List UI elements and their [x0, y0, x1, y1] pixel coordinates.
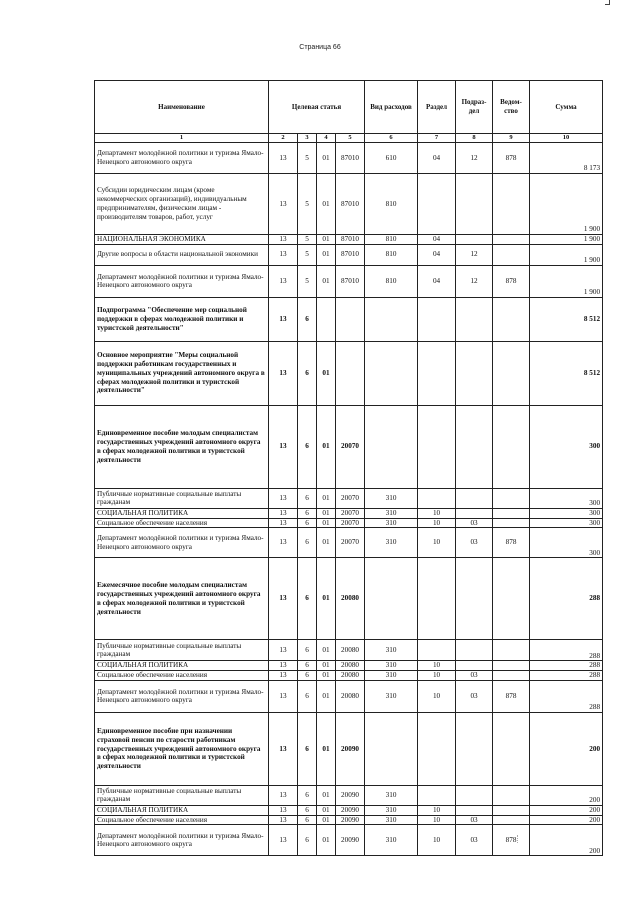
- department-code: 878: [493, 825, 530, 856]
- row-name: Единовременное пособие молодым специалистам государственных учреждений автономного округа в сферах молодежной политики и туристской деятельности: [95, 405, 269, 488]
- target-code-program: 13: [269, 508, 298, 518]
- department-code: [493, 341, 530, 405]
- target-code-direction: 87010: [336, 174, 365, 235]
- subsection: [456, 785, 493, 805]
- table-row: [95, 785, 603, 805]
- target-code-event: 01: [317, 815, 336, 825]
- target-code-subprogram: 5: [298, 174, 317, 235]
- department-code: 878: [493, 265, 530, 297]
- target-code-direction: 20080: [336, 640, 365, 661]
- amount: 8 512: [530, 341, 603, 405]
- target-code-event: 01: [317, 680, 336, 712]
- amount: 300: [530, 508, 603, 518]
- section: 10: [418, 825, 456, 856]
- col-number: 6: [365, 134, 418, 143]
- section: 04: [418, 143, 456, 174]
- subsection: [456, 488, 493, 508]
- target-code-program: 13: [269, 405, 298, 488]
- amount: 200: [530, 815, 603, 825]
- subsection: [456, 640, 493, 661]
- target-code-event: 01: [317, 405, 336, 488]
- target-code-direction: 20080: [336, 558, 365, 640]
- section: [418, 712, 456, 785]
- header-vid: Вид расходов: [365, 81, 418, 134]
- target-code-program: 13: [269, 235, 298, 245]
- expense-type: [365, 341, 418, 405]
- target-code-program: 13: [269, 825, 298, 856]
- target-code-subprogram: 6: [298, 785, 317, 805]
- target-code-event: 01: [317, 518, 336, 528]
- target-code-program: 13: [269, 805, 298, 815]
- target-code-event: 01: [317, 528, 336, 558]
- section: 04: [418, 265, 456, 297]
- table-row: [95, 297, 603, 341]
- table-row: [95, 244, 603, 265]
- section: 10: [418, 680, 456, 712]
- col-number: 9: [493, 134, 530, 143]
- col-number: 7: [418, 134, 456, 143]
- table-row: [95, 235, 603, 245]
- expense-type: [365, 712, 418, 785]
- expense-type: 310: [365, 518, 418, 528]
- target-code-program: 13: [269, 815, 298, 825]
- section: [418, 640, 456, 661]
- target-code-subprogram: 6: [298, 341, 317, 405]
- section: [418, 297, 456, 341]
- target-code-subprogram: 6: [298, 805, 317, 815]
- target-code-event: 01: [317, 671, 336, 681]
- expense-type: 310: [365, 805, 418, 815]
- target-code-subprogram: 6: [298, 508, 317, 518]
- subsection: 12: [456, 265, 493, 297]
- subsection: [456, 174, 493, 235]
- row-name: СОЦИАЛЬНАЯ ПОЛИТИКА: [95, 508, 269, 518]
- expense-type: 310: [365, 488, 418, 508]
- amount: 300: [530, 405, 603, 488]
- department-code: [493, 518, 530, 528]
- target-code-direction: 87010: [336, 235, 365, 245]
- table-row: [95, 488, 603, 508]
- subsection: [456, 712, 493, 785]
- target-code-event: [317, 297, 336, 341]
- amount: 288: [530, 558, 603, 640]
- target-code-event: 01: [317, 341, 336, 405]
- department-code: 878: [493, 680, 530, 712]
- department-code: [493, 815, 530, 825]
- table-row: [95, 558, 603, 640]
- amount: 8 173: [530, 143, 603, 174]
- col-number: 10: [530, 134, 603, 143]
- row-name: Другие вопросы в области национальной экономики: [95, 244, 269, 265]
- department-code: [493, 640, 530, 661]
- section: 10: [418, 815, 456, 825]
- target-code-event: 01: [317, 488, 336, 508]
- amount: 200: [530, 712, 603, 785]
- section: 10: [418, 508, 456, 518]
- target-code-program: 13: [269, 671, 298, 681]
- expense-type: 310: [365, 528, 418, 558]
- table-row: [95, 143, 603, 174]
- table-row: [95, 712, 603, 785]
- target-code-subprogram: 6: [298, 671, 317, 681]
- target-code-subprogram: 5: [298, 265, 317, 297]
- col-number: 5: [336, 134, 365, 143]
- section: 10: [418, 661, 456, 671]
- subsection: [456, 508, 493, 518]
- subsection: [456, 405, 493, 488]
- row-name: Единовременное пособие при назначении страховой пенсии по старости работникам государственных учреждений автономного округа в сферах молодежной политики и туристской деятельности: [95, 712, 269, 785]
- department-code: [493, 235, 530, 245]
- target-code-direction: 20090: [336, 712, 365, 785]
- section: [418, 558, 456, 640]
- department-code: [493, 508, 530, 518]
- row-name: Департамент молодёжной политики и туризма Ямало-Ненецкого автономного округа: [95, 143, 269, 174]
- expense-type: 810: [365, 235, 418, 245]
- expense-type: [365, 405, 418, 488]
- target-code-subprogram: 6: [298, 518, 317, 528]
- target-code-direction: 20080: [336, 680, 365, 712]
- row-name: Основное мероприятие "Меры социальной поддержки работникам государственных и муниципальных учреждений автономного округа в сферах молодежной политики и туристской деятельности": [95, 341, 269, 405]
- department-code: 878: [493, 528, 530, 558]
- target-code-direction: 20090: [336, 805, 365, 815]
- target-code-program: 13: [269, 712, 298, 785]
- table-row: [95, 265, 603, 297]
- target-code-event: 01: [317, 174, 336, 235]
- target-code-program: 13: [269, 143, 298, 174]
- col-number: 2: [269, 134, 298, 143]
- section: [418, 341, 456, 405]
- row-name: НАЦИОНАЛЬНАЯ ЭКОНОМИКА: [95, 235, 269, 245]
- header-summa: Сумма: [530, 81, 603, 134]
- target-code-subprogram: 6: [298, 405, 317, 488]
- section: 10: [418, 518, 456, 528]
- department-code: [493, 174, 530, 235]
- row-name: Департамент молодёжной политики и туризма Ямало-Ненецкого автономного округа: [95, 680, 269, 712]
- table-row: [95, 815, 603, 825]
- col-number: 4: [317, 134, 336, 143]
- target-code-direction: 20070: [336, 528, 365, 558]
- target-code-program: 13: [269, 518, 298, 528]
- table-row: [95, 518, 603, 528]
- target-code-subprogram: 6: [298, 815, 317, 825]
- target-code-event: 01: [317, 508, 336, 518]
- section: 04: [418, 235, 456, 245]
- table-row: [95, 805, 603, 815]
- target-code-event: 01: [317, 640, 336, 661]
- row-name: Департамент молодёжной политики и туризма Ямало-Ненецкого автономного округа: [95, 265, 269, 297]
- header-razdel: Раздел: [418, 81, 456, 134]
- department-code: [493, 785, 530, 805]
- subsection: [456, 341, 493, 405]
- table-row: [95, 640, 603, 661]
- target-code-subprogram: 6: [298, 558, 317, 640]
- table-row: [95, 661, 603, 671]
- table-row: [95, 405, 603, 488]
- target-code-direction: 20070: [336, 488, 365, 508]
- department-code: [493, 488, 530, 508]
- expense-type: 810: [365, 244, 418, 265]
- target-code-direction: 87010: [336, 265, 365, 297]
- target-code-program: 13: [269, 341, 298, 405]
- table-row: [95, 671, 603, 681]
- subsection: [456, 805, 493, 815]
- target-code-subprogram: 5: [298, 143, 317, 174]
- row-name: Субсидии юридическим лицам (кроме некоммерческих организаций), индивидуальным предпринимателям, физическим лицам - производителям товаров, работ, услуг: [95, 174, 269, 235]
- target-code-direction: 20070: [336, 508, 365, 518]
- target-code-subprogram: 5: [298, 235, 317, 245]
- subsection: [456, 297, 493, 341]
- target-code-direction: 20090: [336, 825, 365, 856]
- department-code: 878: [493, 143, 530, 174]
- department-code: [493, 244, 530, 265]
- header-target: Целевая статья: [269, 81, 365, 134]
- target-code-subprogram: 6: [298, 825, 317, 856]
- target-code-program: 13: [269, 528, 298, 558]
- table-row: [95, 825, 603, 856]
- amount: 288: [530, 640, 603, 661]
- target-code-direction: [336, 297, 365, 341]
- target-code-direction: 20090: [336, 785, 365, 805]
- amount: 1 900: [530, 265, 603, 297]
- row-name: Публичные нормативные социальные выплаты гражданам: [95, 640, 269, 661]
- target-code-program: 13: [269, 558, 298, 640]
- expense-type: 310: [365, 785, 418, 805]
- amount: 300: [530, 488, 603, 508]
- subsection: [456, 235, 493, 245]
- expense-type: 310: [365, 815, 418, 825]
- target-code-subprogram: 6: [298, 528, 317, 558]
- section: [418, 785, 456, 805]
- row-name: Ежемесячное пособие молодым специалистам государственных учреждений автономного округа в сферах молодежной политики и туристской деятельности: [95, 558, 269, 640]
- section: [418, 488, 456, 508]
- amount: 200: [530, 785, 603, 805]
- department-code: [493, 661, 530, 671]
- target-code-program: 13: [269, 661, 298, 671]
- department-code: [493, 405, 530, 488]
- target-code-direction: 87010: [336, 244, 365, 265]
- subsection: 12: [456, 244, 493, 265]
- row-name: Публичные нормативные социальные выплаты гражданам: [95, 488, 269, 508]
- section: 10: [418, 528, 456, 558]
- section: 10: [418, 671, 456, 681]
- amount: 1 900: [530, 174, 603, 235]
- target-code-program: 13: [269, 640, 298, 661]
- header-podrazdel: Подраз-дел: [456, 81, 493, 134]
- budget-table: [94, 80, 603, 856]
- subsection: 03: [456, 815, 493, 825]
- target-code-program: 13: [269, 297, 298, 341]
- header-vedom: Ведом-ство: [493, 81, 530, 134]
- section: 04: [418, 244, 456, 265]
- table-row: [95, 508, 603, 518]
- target-code-direction: [336, 341, 365, 405]
- target-code-direction: 20070: [336, 405, 365, 488]
- target-code-subprogram: 6: [298, 488, 317, 508]
- amount: 288: [530, 661, 603, 671]
- amount: 300: [530, 518, 603, 528]
- target-code-subprogram: 6: [298, 640, 317, 661]
- row-name: Департамент молодёжной политики и туризма Ямало-Ненецкого автономного округа: [95, 528, 269, 558]
- column-number-row: [95, 134, 603, 143]
- row-name: СОЦИАЛЬНАЯ ПОЛИТИКА: [95, 805, 269, 815]
- target-code-event: 01: [317, 265, 336, 297]
- expense-type: 310: [365, 661, 418, 671]
- subsection: [456, 558, 493, 640]
- amount: 1 900: [530, 235, 603, 245]
- target-code-direction: 87010: [336, 143, 365, 174]
- target-code-direction: 20080: [336, 671, 365, 681]
- target-code-event: 01: [317, 235, 336, 245]
- subsection: 12: [456, 143, 493, 174]
- expense-type: [365, 297, 418, 341]
- header-name: Наименование: [95, 81, 269, 134]
- expense-type: 310: [365, 680, 418, 712]
- table-row: [95, 174, 603, 235]
- expense-type: 310: [365, 671, 418, 681]
- subsection: 03: [456, 671, 493, 681]
- target-code-subprogram: 6: [298, 661, 317, 671]
- target-code-program: 13: [269, 785, 298, 805]
- subsection: 03: [456, 825, 493, 856]
- amount: 200: [530, 805, 603, 815]
- target-code-direction: 20070: [336, 518, 365, 528]
- amount: 8 512: [530, 297, 603, 341]
- subsection: [456, 661, 493, 671]
- target-code-event: 01: [317, 825, 336, 856]
- target-code-program: 13: [269, 265, 298, 297]
- table-row: [95, 528, 603, 558]
- expense-type: 310: [365, 640, 418, 661]
- amount: 300: [530, 528, 603, 558]
- department-code: [493, 297, 530, 341]
- table-row: [95, 341, 603, 405]
- target-code-program: 13: [269, 244, 298, 265]
- target-code-subprogram: 6: [298, 712, 317, 785]
- expense-type: 310: [365, 825, 418, 856]
- row-name: Публичные нормативные социальные выплаты гражданам: [95, 785, 269, 805]
- department-code: [493, 558, 530, 640]
- col-number: 8: [456, 134, 493, 143]
- corner-mark: [605, 0, 610, 5]
- section: [418, 174, 456, 235]
- target-code-event: 01: [317, 785, 336, 805]
- department-code: [493, 671, 530, 681]
- target-code-event: 01: [317, 805, 336, 815]
- row-name: Департамент молодёжной политики и туризма Ямало-Ненецкого автономного округа: [95, 825, 269, 856]
- row-name: Социальное обеспечение населения: [95, 671, 269, 681]
- target-code-program: 13: [269, 488, 298, 508]
- col-number: 1: [95, 134, 269, 143]
- department-code: [493, 712, 530, 785]
- expense-type: 810: [365, 174, 418, 235]
- target-code-subprogram: 6: [298, 297, 317, 341]
- subsection: 03: [456, 680, 493, 712]
- target-code-event: 01: [317, 558, 336, 640]
- amount: 200: [530, 825, 603, 856]
- row-name: Подпрограмма "Обеспечение мер социальной поддержки в сферах молодежной политики и туристской деятельности": [95, 297, 269, 341]
- row-name: СОЦИАЛЬНАЯ ПОЛИТИКА: [95, 661, 269, 671]
- target-code-program: 13: [269, 680, 298, 712]
- target-code-direction: 20080: [336, 661, 365, 671]
- expense-type: 610: [365, 143, 418, 174]
- subsection: 03: [456, 528, 493, 558]
- row-name: Социальное обеспечение населения: [95, 518, 269, 528]
- row-name: Социальное обеспечение населения: [95, 815, 269, 825]
- table-row: [95, 680, 603, 712]
- expense-type: 310: [365, 508, 418, 518]
- section: [418, 405, 456, 488]
- page-label: Страница 66: [299, 44, 341, 51]
- header-row: [95, 81, 603, 134]
- col-number: 3: [298, 134, 317, 143]
- section: 10: [418, 805, 456, 815]
- target-code-direction: 20090: [336, 815, 365, 825]
- department-code: [493, 805, 530, 815]
- target-code-event: 01: [317, 661, 336, 671]
- target-code-subprogram: 5: [298, 244, 317, 265]
- expense-type: 810: [365, 265, 418, 297]
- amount: 1 900: [530, 244, 603, 265]
- target-code-event: 01: [317, 712, 336, 785]
- amount: 288: [530, 680, 603, 712]
- target-code-program: 13: [269, 174, 298, 235]
- target-code-event: 01: [317, 143, 336, 174]
- amount: 288: [530, 671, 603, 681]
- target-code-subprogram: 6: [298, 680, 317, 712]
- subsection: 03: [456, 518, 493, 528]
- target-code-event: 01: [317, 244, 336, 265]
- expense-type: [365, 558, 418, 640]
